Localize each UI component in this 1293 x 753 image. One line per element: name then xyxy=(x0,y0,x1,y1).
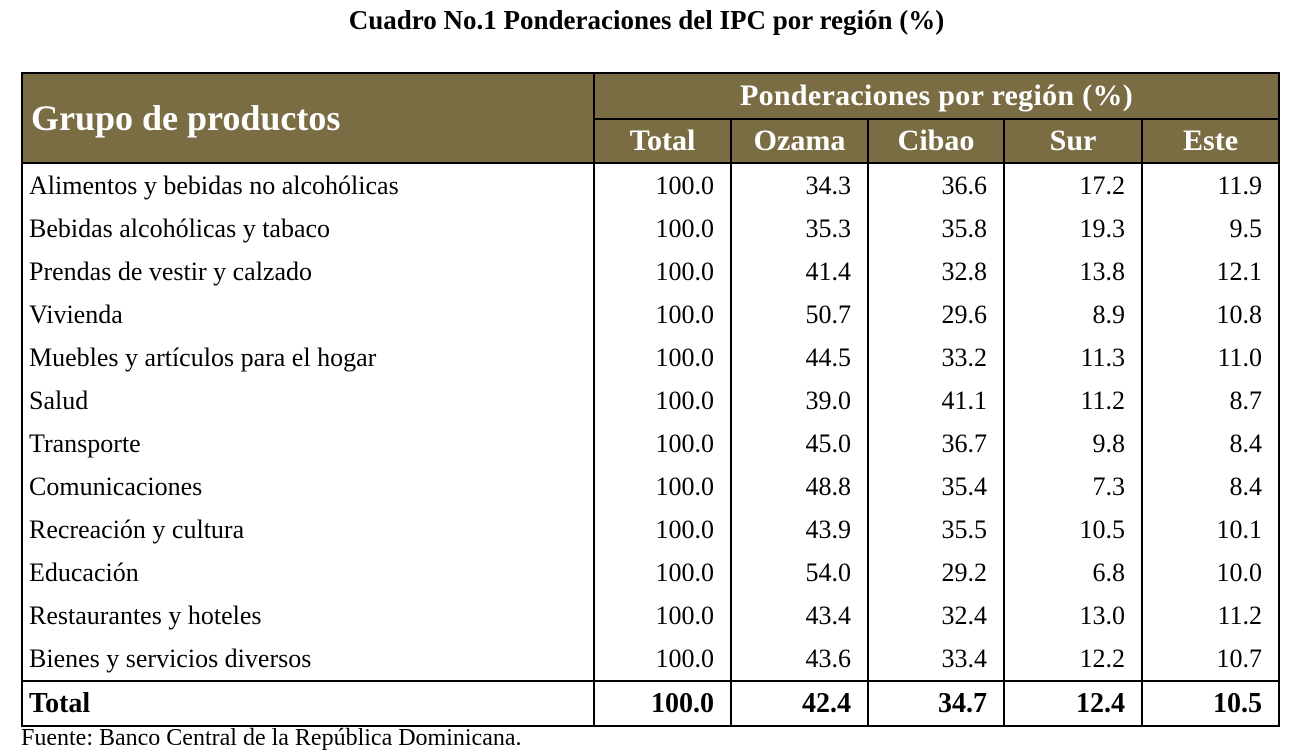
cell-este: 11.0 xyxy=(1142,336,1279,379)
cell-este: 8.7 xyxy=(1142,379,1279,422)
column-header-ozama: Ozama xyxy=(731,119,868,163)
row-label: Prendas de vestir y calzado xyxy=(22,250,594,293)
cell-total: 100.0 xyxy=(594,551,731,594)
row-label: Comunicaciones xyxy=(22,465,594,508)
table-row xyxy=(22,207,1279,250)
total-row xyxy=(22,681,1279,726)
row-label: Recreación y cultura xyxy=(22,508,594,551)
cell-este: 10.8 xyxy=(1142,293,1279,336)
cell-este: 10.1 xyxy=(1142,508,1279,551)
row-label: Salud xyxy=(22,379,594,422)
cell-sur: 12.2 xyxy=(1004,637,1142,681)
cell-total: 100.0 xyxy=(594,336,731,379)
cell-total: 100.0 xyxy=(594,637,731,681)
cell-total: 100.0 xyxy=(594,594,731,637)
table-row xyxy=(22,336,1279,379)
cpi-weights-table xyxy=(21,72,1280,727)
cell-sur: 6.8 xyxy=(1004,551,1142,594)
cell-cibao: 35.5 xyxy=(868,508,1004,551)
column-header-este: Este xyxy=(1142,119,1279,163)
cell-sur: 12.4 xyxy=(1004,681,1142,726)
cell-total: 100.0 xyxy=(594,207,731,250)
row-label: Restaurantes y hoteles xyxy=(22,594,594,637)
cell-cibao: 32.4 xyxy=(868,594,1004,637)
table-row xyxy=(22,637,1279,681)
cell-este: 11.2 xyxy=(1142,594,1279,637)
table-row xyxy=(22,250,1279,293)
cell-cibao: 33.2 xyxy=(868,336,1004,379)
cell-cibao: 29.6 xyxy=(868,293,1004,336)
cell-total: 100.0 xyxy=(594,508,731,551)
group-header: Grupo de productos xyxy=(22,73,594,163)
table-row xyxy=(22,293,1279,336)
cell-total: 100.0 xyxy=(594,465,731,508)
table-row xyxy=(22,465,1279,508)
cell-este: 9.5 xyxy=(1142,207,1279,250)
cell-total: 100.0 xyxy=(594,379,731,422)
cell-ozama: 50.7 xyxy=(731,293,868,336)
cell-cibao: 34.7 xyxy=(868,681,1004,726)
cell-este: 10.5 xyxy=(1142,681,1279,726)
table-row xyxy=(22,163,1279,207)
cell-total: 100.0 xyxy=(594,422,731,465)
region-header: Ponderaciones por región (%) xyxy=(594,73,1279,119)
row-label: Alimentos y bebidas no alcohólicas xyxy=(22,163,594,207)
row-label: Transporte xyxy=(22,422,594,465)
table-row xyxy=(22,508,1279,551)
cell-ozama: 54.0 xyxy=(731,551,868,594)
table-row xyxy=(22,422,1279,465)
cell-cibao: 32.8 xyxy=(868,250,1004,293)
cell-total: 100.0 xyxy=(594,681,731,726)
cell-sur: 11.2 xyxy=(1004,379,1142,422)
table-row xyxy=(22,594,1279,637)
cell-cibao: 33.4 xyxy=(868,637,1004,681)
row-label: Muebles y artículos para el hogar xyxy=(22,336,594,379)
cell-ozama: 43.6 xyxy=(731,637,868,681)
source-note: Fuente: Banco Central de la República Dominicana. xyxy=(21,725,522,751)
column-header-cibao: Cibao xyxy=(868,119,1004,163)
cell-sur: 11.3 xyxy=(1004,336,1142,379)
cell-ozama: 34.3 xyxy=(731,163,868,207)
total-label: Total xyxy=(22,681,594,726)
cell-cibao: 35.4 xyxy=(868,465,1004,508)
cell-ozama: 43.4 xyxy=(731,594,868,637)
cell-ozama: 35.3 xyxy=(731,207,868,250)
cell-ozama: 42.4 xyxy=(731,681,868,726)
cell-cibao: 29.2 xyxy=(868,551,1004,594)
cell-sur: 13.8 xyxy=(1004,250,1142,293)
cell-este: 12.1 xyxy=(1142,250,1279,293)
cell-ozama: 43.9 xyxy=(731,508,868,551)
cell-ozama: 48.8 xyxy=(731,465,868,508)
table-title: Cuadro No.1 Ponderaciones del IPC por región (%) xyxy=(348,5,945,35)
cell-ozama: 39.0 xyxy=(731,379,868,422)
row-label: Vivienda xyxy=(22,293,594,336)
row-label: Educación xyxy=(22,551,594,594)
cell-sur: 13.0 xyxy=(1004,594,1142,637)
cell-cibao: 35.8 xyxy=(868,207,1004,250)
table-row xyxy=(22,551,1279,594)
cell-ozama: 45.0 xyxy=(731,422,868,465)
cell-este: 10.0 xyxy=(1142,551,1279,594)
cell-sur: 19.3 xyxy=(1004,207,1142,250)
cell-sur: 8.9 xyxy=(1004,293,1142,336)
cell-total: 100.0 xyxy=(594,250,731,293)
table-body xyxy=(22,163,1279,726)
cell-cibao: 36.6 xyxy=(868,163,1004,207)
cell-este: 11.9 xyxy=(1142,163,1279,207)
cell-total: 100.0 xyxy=(594,293,731,336)
cell-este: 8.4 xyxy=(1142,465,1279,508)
cell-sur: 17.2 xyxy=(1004,163,1142,207)
cell-sur: 10.5 xyxy=(1004,508,1142,551)
cell-ozama: 44.5 xyxy=(731,336,868,379)
cell-cibao: 41.1 xyxy=(868,379,1004,422)
row-label: Bienes y servicios diversos xyxy=(22,637,594,681)
column-header-total: Total xyxy=(594,119,731,163)
row-label: Bebidas alcohólicas y tabaco xyxy=(22,207,594,250)
cell-este: 8.4 xyxy=(1142,422,1279,465)
cell-total: 100.0 xyxy=(594,163,731,207)
cell-sur: 9.8 xyxy=(1004,422,1142,465)
table-row xyxy=(22,379,1279,422)
cell-cibao: 36.7 xyxy=(868,422,1004,465)
column-header-sur: Sur xyxy=(1004,119,1142,163)
cell-ozama: 41.4 xyxy=(731,250,868,293)
cell-este: 10.7 xyxy=(1142,637,1279,681)
cell-sur: 7.3 xyxy=(1004,465,1142,508)
